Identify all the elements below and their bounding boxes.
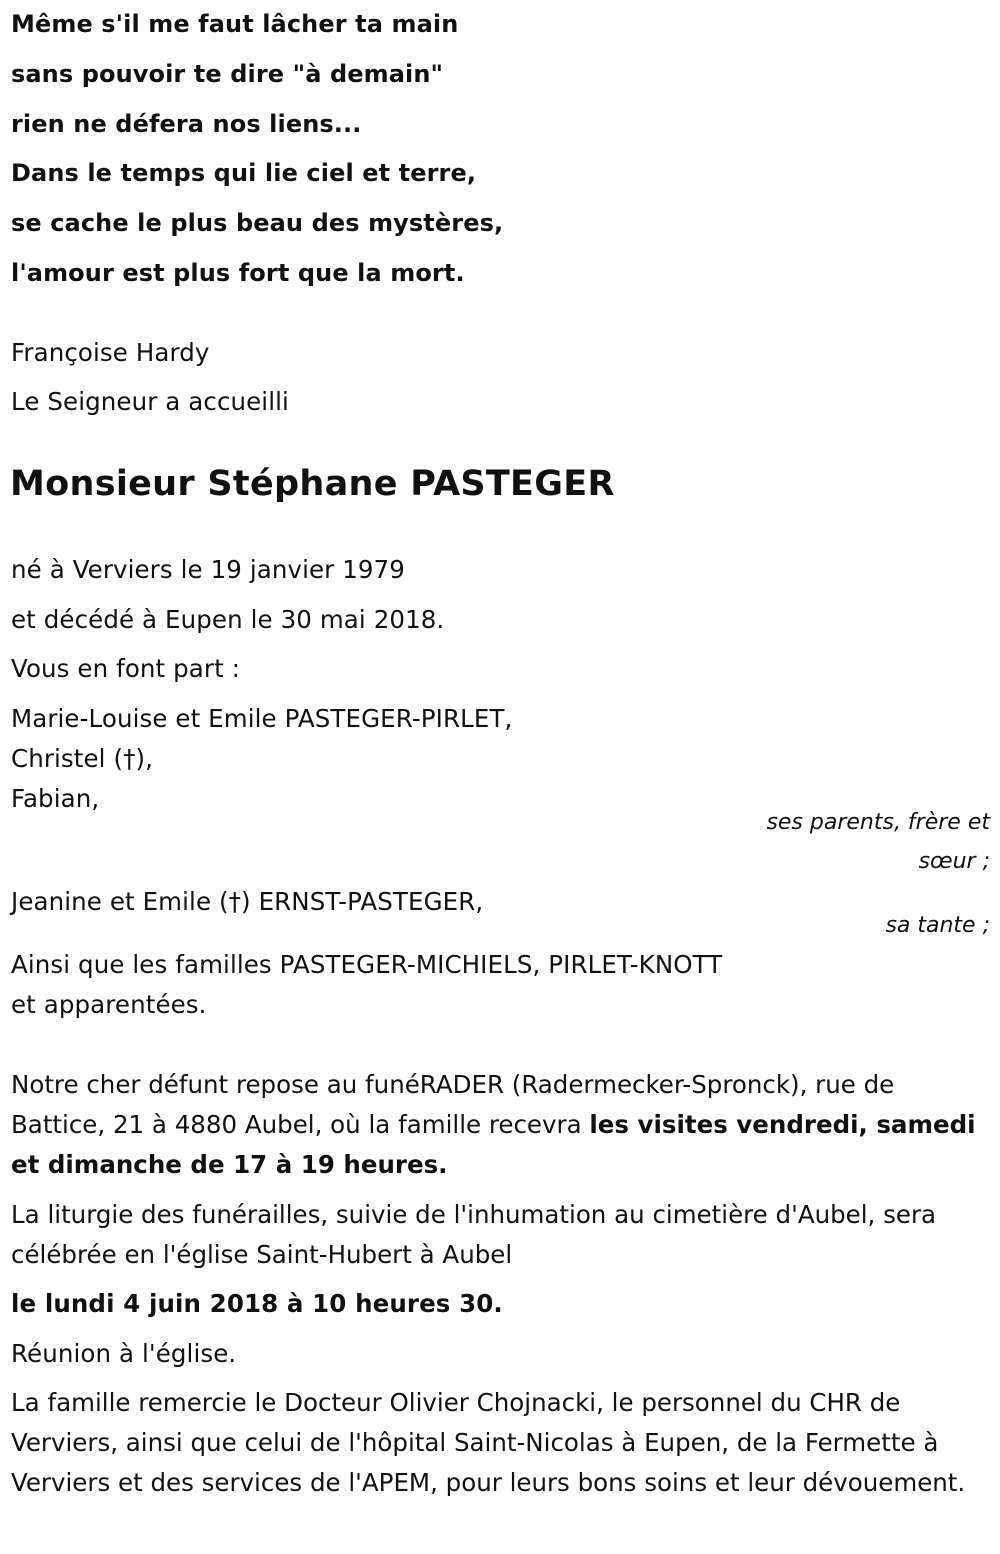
- relation-parents-2: sœur ;: [918, 849, 990, 874]
- poem-line-4: Dans le temps qui lie ciel et terre,: [11, 159, 477, 187]
- poem-line-5: se cache le plus beau des mystères,: [11, 209, 504, 237]
- intro-text: Le Seigneur a accueilli: [11, 387, 289, 416]
- visitation-hours: les visites vendredi, samedi et dimanche de 17 à 19 heures.: [11, 1110, 976, 1179]
- meeting-text: Réunion à l'église.: [11, 1339, 237, 1368]
- family-parents: Marie-Louise et Emile PASTEGER-PIRLET,: [11, 704, 513, 733]
- families-line-1: Ainsi que les familles PASTEGER-MICHIELS, PIRLET-KNOTT: [11, 950, 723, 979]
- families-line-2: et apparentées.: [11, 990, 207, 1019]
- poem-line-2: sans pouvoir te dire "à demain": [11, 60, 444, 88]
- announce-text: Vous en font part :: [11, 654, 241, 683]
- funeral-date: le lundi 4 juin 2018 à 10 heures 30.: [11, 1289, 503, 1318]
- relation-aunt: sa tante ;: [885, 913, 990, 938]
- death-info: et décédé à Eupen le 30 mai 2018.: [11, 605, 445, 634]
- visitation-paragraph: [11, 1065, 996, 1185]
- family-sibling-1: Christel (†),: [11, 744, 154, 773]
- family-sibling-2: Fabian,: [11, 784, 100, 813]
- poem-line-6: l'amour est plus fort que la mort.: [11, 259, 465, 287]
- poem-line-1: Même s'il me faut lâcher ta main: [11, 10, 459, 38]
- poem-author: Françoise Hardy: [11, 338, 210, 367]
- visitation-text: Notre cher défunt repose au funéRADER (Radermecker-Spronck), rue de Battice, 21 à 4880 Aubel, où la famille recevra: [11, 1070, 895, 1139]
- liturgy-paragraph: La liturgie des funérailles, suivie de l'inhumation au cimetière d'Aubel, sera célébrée en l'église Saint-Hubert à Aubel: [11, 1200, 937, 1269]
- birth-info: né à Verviers le 19 janvier 1979: [11, 555, 405, 584]
- relation-parents-1: ses parents, frère et: [766, 810, 990, 835]
- deceased-name: Monsieur Stéphane PASTEGER: [10, 464, 615, 504]
- poem-line-3: rien ne défera nos liens...: [11, 110, 362, 138]
- family-aunt: Jeanine et Emile (†) ERNST-PASTEGER,: [11, 887, 484, 916]
- thanks-paragraph: La famille remercie le Docteur Olivier Chojnacki, le personnel du CHR de Verviers, ainsi que celui de l'hôpital Saint-Nicolas à Eupen, de la Fermette à Verviers et des services de l'APEM, pour leurs bons soins et leur dévouement.: [11, 1388, 966, 1497]
